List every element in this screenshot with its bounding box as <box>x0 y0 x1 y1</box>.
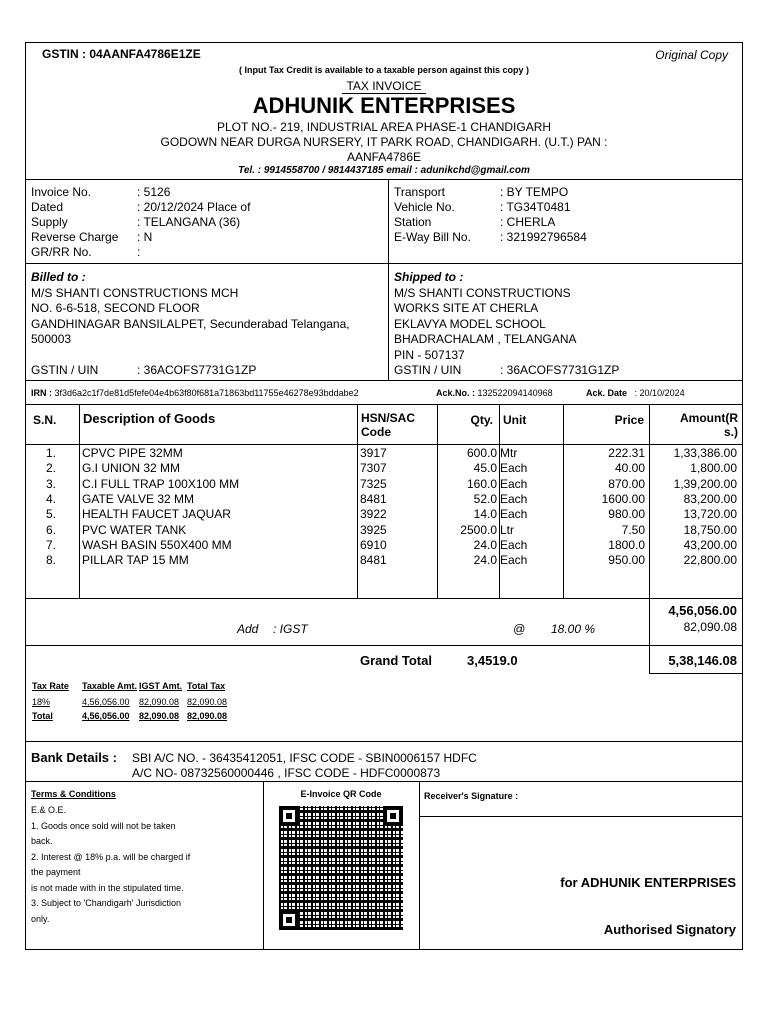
grand-total-qty: 3,4519.0 <box>467 653 518 668</box>
itc-note: ( Input Tax Credit is available to a taxable person against this copy ) <box>239 65 529 75</box>
cell-price: 950.00 <box>608 553 645 568</box>
col-amount: Amount(R s.) <box>680 411 738 439</box>
billed-to-line: NO. 6-6-518, SECOND FLOOR <box>31 301 200 315</box>
cell-desc: HEALTH FAUCET JAQUAR <box>82 507 231 522</box>
cell-price: 7.50 <box>621 522 645 537</box>
info-reverse-charge: Reverse Charge : N <box>31 230 153 244</box>
billed-to-heading: Billed to : <box>31 270 86 284</box>
cell-price: 980.00 <box>608 507 645 522</box>
irn-line <box>26 381 742 405</box>
cell-amount: 1,39,200.00 <box>673 476 737 491</box>
col-qty: Qty. <box>470 413 493 427</box>
gstin: GSTIN : 04AANFA4786E1ZE <box>42 47 201 61</box>
cell-unit: Each <box>500 491 528 506</box>
terms-list: E.& O.E. 1. Goods once sold will not be taken back. 2. Interest @ 18% p.a. will be charged if the payment is not made with in the stipulated time. 3. Subject to 'Chandigarh' Jurisdiction only. <box>31 805 191 924</box>
cell-unit: Mtr <box>500 446 518 460</box>
cell-sn: 6. <box>45 522 56 537</box>
tax-rate: 18.00 % <box>551 622 596 636</box>
tax-at: @ <box>513 622 526 636</box>
items-table <box>26 405 742 599</box>
cell-price: 1800.0 <box>608 537 645 552</box>
cell-hsn: 3922 <box>360 507 387 522</box>
shipped-to-line: PIN - 507137 <box>394 348 465 362</box>
address-block <box>26 264 742 381</box>
info-transport: Transport : BY TEMPO <box>394 185 569 199</box>
col-description: Description of Goods <box>83 411 216 426</box>
qr-label: E-Invoice QR Code <box>300 789 382 799</box>
table-row <box>26 538 742 553</box>
invoice-header <box>26 43 742 180</box>
cell-hsn: 8481 <box>360 553 387 568</box>
grand-total-amount: 5,38,146.08 <box>668 653 737 668</box>
table-row <box>26 523 742 538</box>
col-price: Price <box>614 413 644 427</box>
cell-amount: 13,720.00 <box>683 507 737 522</box>
cell-unit: Each <box>500 507 528 522</box>
cell-sn: 3. <box>45 476 56 491</box>
cell-unit: Each <box>500 553 528 568</box>
tax-summary-total: Total 4,56,056.00 82,090.08 82,090.08 <box>32 711 228 721</box>
grand-total-label: Grand Total <box>360 653 432 668</box>
doc-title: TAX INVOICE <box>342 79 425 94</box>
info-invoice-no: Invoice No. : 5126 <box>31 185 171 199</box>
cell-amount: 83,200.00 <box>683 491 737 506</box>
cell-sn: 7. <box>45 537 56 552</box>
cell-desc: PVC WATER TANK <box>82 522 187 537</box>
bank-label: Bank Details : <box>31 750 117 765</box>
cell-desc: G.I UNION 32 MM <box>82 461 181 476</box>
cell-qty: 600.0 <box>466 446 497 460</box>
shipped-to-line: M/S SHANTI CONSTRUCTIONS <box>394 286 571 300</box>
for-company: for ADHUNIK ENTERPRISES <box>560 875 736 890</box>
billed-to-gstin: GSTIN / UIN : 36ACOFS7731G1ZP <box>31 363 257 377</box>
shipped-to-heading: Shipped to : <box>394 270 464 284</box>
ack-no: Ack.No. : 132522094140968 <box>436 388 553 398</box>
cell-sn: 1. <box>45 446 56 460</box>
tax-summary-row: 18% 4,56,056.00 82,090.08 82,090.08 <box>32 697 228 707</box>
bank-line-1: SBI A/C NO. - 36435412051, IFSC CODE - SBIN0006157 HDFC <box>132 751 477 765</box>
footer <box>26 782 742 949</box>
shipped-to-gstin: GSTIN / UIN : 36ACOFS7731G1ZP <box>394 363 620 377</box>
cell-qty: 14.0 <box>473 507 497 522</box>
cell-qty: 52.0 <box>473 491 497 506</box>
tax-amount: 82,090.08 <box>683 620 737 634</box>
billed-to-line: GANDHINAGAR BANSILALPET, Secunderabad Telangana, <box>31 317 350 331</box>
shipped-to-line: EKLAVYA MODEL SCHOOL <box>394 317 546 331</box>
bank-line-2: A/C NO- 08732560000446 , IFSC CODE - HDFC0000873 <box>132 766 441 780</box>
col-unit: Unit <box>503 413 527 427</box>
cell-hsn: 7307 <box>360 461 387 476</box>
table-row <box>26 492 742 507</box>
contact-info: Tel. : 9914558700 / 9814437185 email : adunikchd@gmail.com <box>238 165 530 176</box>
col-sn: S.N. <box>33 413 57 427</box>
ack-date: Ack. Date : 20/10/2024 <box>586 388 685 398</box>
table-row <box>26 461 742 476</box>
cell-desc: C.I FULL TRAP 100X100 MM <box>82 476 240 491</box>
info-eway-bill: E-Way Bill No. : 321992796584 <box>394 230 587 244</box>
info-supply: Supply : TELANGANA (36) <box>31 215 241 229</box>
cell-hsn: 6910 <box>360 537 387 552</box>
copy-label: Original Copy <box>655 48 728 62</box>
table-row <box>26 507 742 522</box>
info-dated: Dated : 20/12/2024 Place of <box>31 200 251 214</box>
cell-sn: 5. <box>45 507 56 522</box>
cell-price: 1600.00 <box>601 491 645 506</box>
company-name: ADHUNIK ENTERPRISES <box>252 93 516 118</box>
cell-qty: 24.0 <box>473 537 497 552</box>
shipped-to-line: BHADRACHALAM , TELANGANA <box>394 332 577 346</box>
table-row <box>26 477 742 492</box>
receiver-signature-label: Receiver's Signature : <box>424 791 519 801</box>
address-line-1: PLOT NO.- 219, INDUSTRIAL AREA PHASE-1 CHANDIGARH <box>216 120 552 134</box>
cell-qty: 45.0 <box>473 461 497 476</box>
cell-unit: Each <box>500 476 528 491</box>
cell-price: 222.31 <box>608 446 645 460</box>
tax-name: : IGST <box>273 622 308 636</box>
bank-details <box>26 742 742 782</box>
cell-hsn: 3925 <box>360 522 387 537</box>
invoice-info <box>26 180 742 264</box>
cell-sn: 4. <box>45 491 56 506</box>
cell-desc: GATE VALVE 32 MM <box>82 491 195 506</box>
cell-qty: 24.0 <box>473 553 497 568</box>
billed-to-line: M/S SHANTI CONSTRUCTIONS MCH <box>31 286 239 300</box>
subtotal: 4,56,056.00 <box>668 603 737 618</box>
cell-desc: PILLAR TAP 15 MM <box>82 553 189 568</box>
cell-unit: Ltr <box>500 522 515 537</box>
info-vehicle-no: Vehicle No. : TG34T0481 <box>394 200 571 214</box>
info-gr-rr-no: GR/RR No. : <box>31 245 141 259</box>
authorised-signatory: Authorised Signatory <box>603 922 736 937</box>
pan-number: AANFA4786E <box>346 150 422 164</box>
cell-amount: 1,800.00 <box>690 461 737 476</box>
cell-amount: 1,33,386.00 <box>673 446 737 460</box>
cell-hsn: 8481 <box>360 491 387 506</box>
cell-desc: WASH BASIN 550X400 MM <box>82 537 232 552</box>
terms-heading: Terms & Conditions <box>31 789 116 799</box>
cell-price: 40.00 <box>614 461 645 476</box>
cell-amount: 43,200.00 <box>683 537 737 552</box>
address-line-2: GODOWN NEAR DURGA NURSERY, IT PARK ROAD, CHANDIGARH. (U.T.) PAN : <box>160 135 608 149</box>
cell-amount: 22,800.00 <box>683 553 737 568</box>
cell-sn: 8. <box>45 553 56 568</box>
billed-to-line: 500003 <box>31 332 72 346</box>
table-row <box>26 446 742 461</box>
shipped-to-line: WORKS SITE AT CHERLA <box>394 301 539 315</box>
cell-unit: Each <box>500 461 528 476</box>
info-station: Station : CHERLA <box>394 215 556 229</box>
qr-code <box>279 806 403 930</box>
cell-hsn: 3917 <box>360 446 387 460</box>
tax-summary-header: Tax Rate Taxable Amt. IGST Amt. Total Tax <box>32 681 226 691</box>
tax-summary <box>26 646 742 742</box>
cell-price: 870.00 <box>608 476 645 491</box>
cell-qty: 2500.0 <box>460 522 497 537</box>
cell-hsn: 7325 <box>360 476 387 491</box>
tax-add-label: Add <box>237 622 259 636</box>
subtotal-section <box>26 599 742 646</box>
col-hsn: HSN/SAC Code <box>361 411 416 439</box>
invoice-frame <box>25 42 743 950</box>
cell-sn: 2. <box>45 461 56 476</box>
cell-desc: CPVC PIPE 32MM <box>82 446 183 460</box>
cell-qty: 160.0 <box>466 476 497 491</box>
cell-amount: 18,750.00 <box>683 522 737 537</box>
table-row <box>26 553 742 568</box>
cell-unit: Each <box>500 537 528 552</box>
irn: IRN : 3f3d6a2c1f7de81d5fefe04e4b63f80f681a71863bd11755e46278e93bddabe2 <box>31 388 359 398</box>
